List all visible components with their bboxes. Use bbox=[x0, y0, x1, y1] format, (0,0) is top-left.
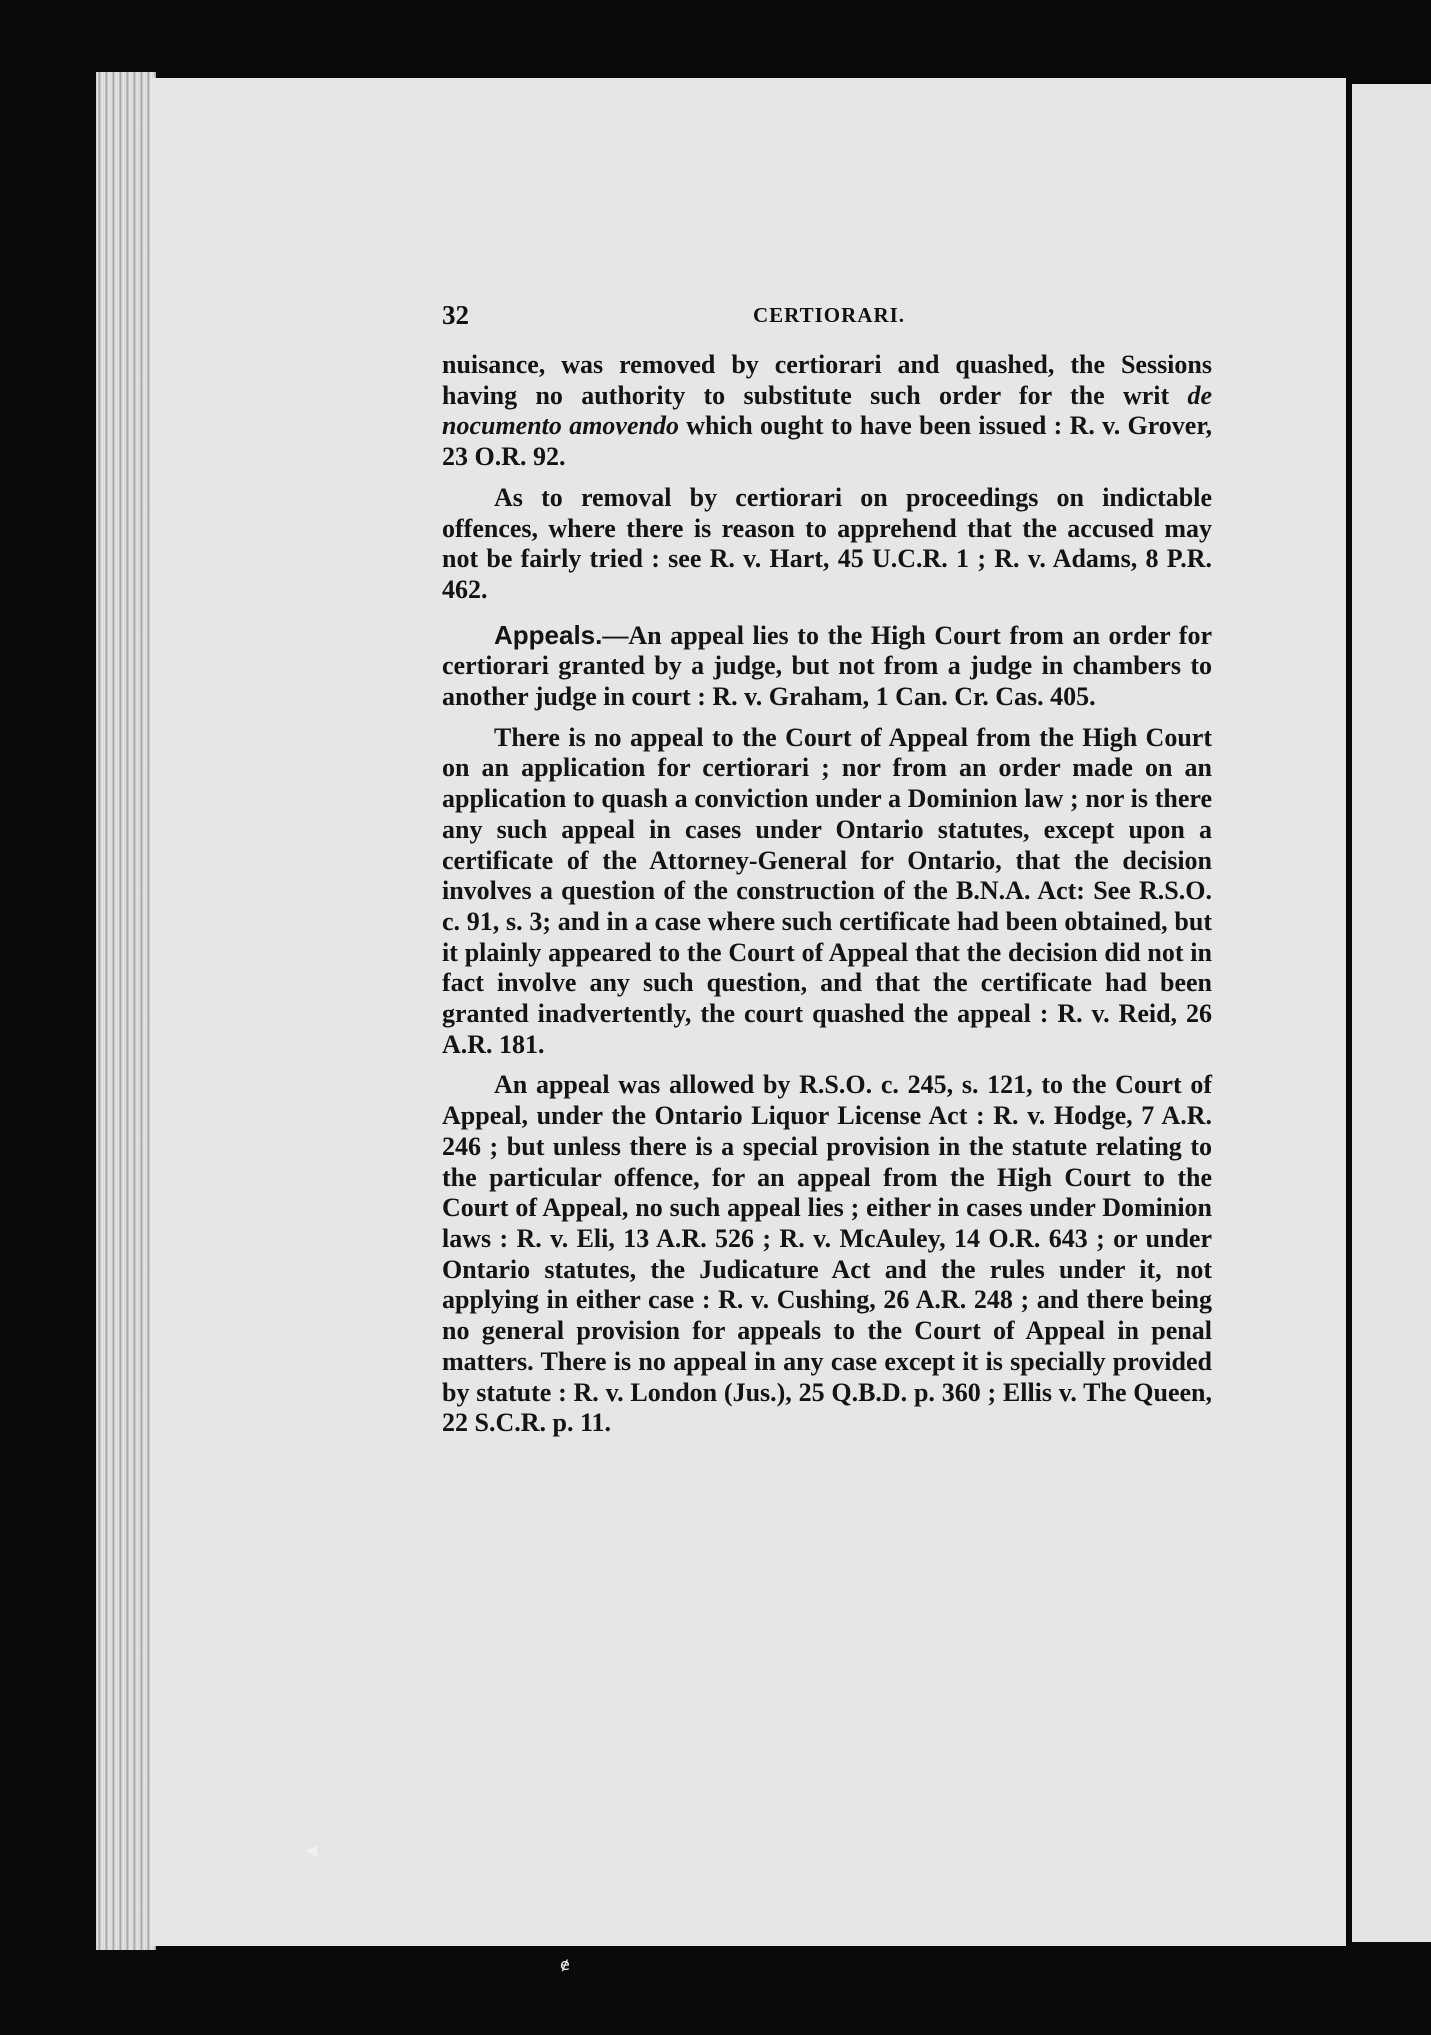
paragraph-5 bbox=[442, 1070, 1212, 1438]
paragraph-1 bbox=[442, 350, 1212, 473]
text-segment: —An appeal lies to the High Court from an order for certiorari granted by a judge, but not from a judge in chambers to another judge in court : R. v. Graham, 1 Can. Cr. Cas. 405. bbox=[442, 620, 1212, 712]
section-heading-appeals: Appeals. bbox=[494, 619, 603, 650]
latin-phrase: de nocumento amovendo bbox=[442, 380, 1212, 441]
scan-artifact-mark: ◂ bbox=[306, 1838, 318, 1863]
text-segment: There is no appeal to the Court of Appeal from the High Court on an application for certiorari ; nor from an order made on an application to quash a conviction under a Dominion law ; nor is there any such appeal in cases under Ontario statutes, except upon a certificate of the Attorney-General for Ontario, that the decision involves a question of the construction of the B.N.A. Act: See R.S.O. c. 91, s. 3; and in a case where such certificate had been obtained, but it plainly appeared to the Court of Appeal that the decision did not in fact involve any such question, and that the certificate had been granted inadvertently, the court quashed the appeal : R. v. Reid, 26 A.R. 181. bbox=[442, 722, 1212, 1059]
running-head bbox=[442, 300, 1212, 336]
text-segment: which ought to have been issued : R. v. Grover, 23 O.R. 92. bbox=[442, 411, 1212, 472]
paragraph-appeals bbox=[442, 620, 1212, 713]
running-title: CERTIORARI. bbox=[753, 303, 906, 327]
facing-page-edge bbox=[1352, 84, 1431, 1942]
scan-artifact-mark: ɇ bbox=[560, 1955, 570, 1974]
text-segment: An appeal was allowed by R.S.O. c. 245, s. 121, to the Court of Appeal, under the Ontario Liquor License Act : R. v. Hodge, 7 A.R. 246 ; but unless there is a special provision in the statute relating to the particular offence, for an appeal from the High Court to the Court of Appeal, no such appeal lies ; either in cases under Dominion laws : R. v. Eli, 13 A.R. 526 ; R. v. McAuley, 14 O.R. 643 ; or under Ontario statutes, the Judicature Act and the rules under it, not applying in either case : R. v. Cushing, 26 A.R. 248 ; and there being no general provision for appeals to the Court of Appeal in penal matters. There is no appeal in any case except it is specially provided by statute : R. v. London (Jus.), 25 Q.B.D. p. 360 ; Ellis v. The Queen, 22 S.C.R. p. 11. bbox=[442, 1070, 1212, 1438]
body-text bbox=[442, 350, 1212, 1449]
paragraph-2 bbox=[442, 483, 1212, 606]
paragraph-4 bbox=[442, 723, 1212, 1061]
page-number: 32 bbox=[442, 300, 469, 330]
text-segment: As to removal by certiorari on proceedings on indictable offences, where there is reason to apprehend that the accused may not be fairly tried : see R. v. Hart, 45 U.C.R. 1 ; R. v. Adams, 8 P.R. 462. bbox=[442, 482, 1212, 604]
text-segment: nuisance, was removed by certiorari and quashed, the Sessions having no authority to substitute such order for the writ bbox=[442, 350, 1212, 410]
book-page-edges bbox=[96, 72, 156, 1950]
